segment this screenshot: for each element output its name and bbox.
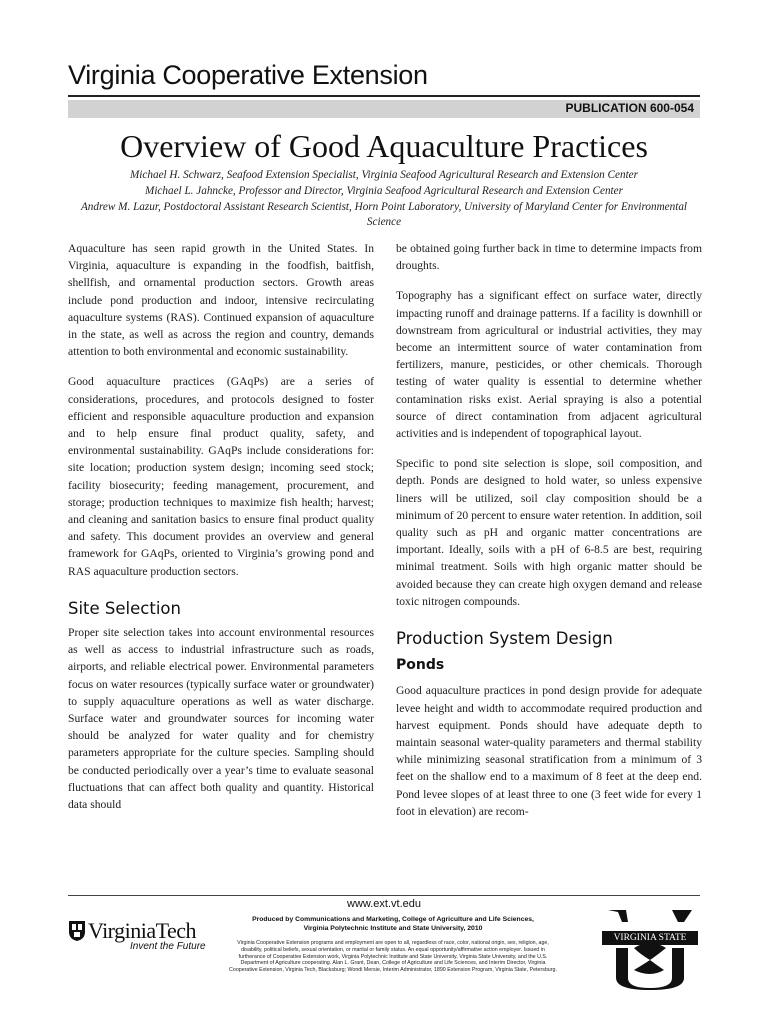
left-column [68, 240, 374, 826]
intro-paragraph: Aquaculture has seen rapid growth in the United States. In Virginia, aquaculture is expanding in the foodfish, baitfish, shellfish, and ornamental production sectors. Growth areas include pond production and indoor, intensive recirculating aquaculture systems (RAS). Continued expansion of aquaculture in the state, as well as across the region and country, demands attention to both environmental and economic sustainability. [68, 242, 374, 359]
vt-tagline: Invent the Future [130, 941, 206, 952]
document-title: Overview of Good Aquaculture Practices [120, 128, 648, 164]
header-rule [68, 95, 700, 97]
virginia-tech-logo [68, 918, 218, 958]
author-line: Andrew M. Lazur, Postdoctoral Assistant Research Scientist, Horn Point Laboratory, University of Maryland Center for Environmental Science [80, 200, 688, 229]
right-column [396, 240, 702, 833]
vt-name: VirginiaTech [88, 918, 197, 943]
droughts-paragraph: be obtained going further back in time to determine impacts from droughts. [396, 242, 702, 273]
produced-by [228, 915, 558, 933]
author-line: Michael L. Jahncke, Professor and Director, Virginia Seafood Agricultural Research and Extension Center [145, 184, 623, 197]
gaqps-paragraph: Good aquaculture practices (GAqPs) are a series of considerations, procedures, and protocols designed to foster efficient and responsible aquaculture production and expansion and to help ensure final product quality, safety, and environmental sustainability. GAqPs include considerations for: site location; production system design; incoming seed stock; facility biosecurity; feeding management, procurement, and storage; production techniques to maximize fish health; harvest; and cleaning and sanitation basics to ensure final product quality and safety. This document provides an overview and general framework for GAqPs, oriented to Virginia’s growing pond and RAS aquaculture production sectors. [68, 375, 374, 578]
header-org-title: Virginia Cooperative Extension [68, 60, 428, 90]
publication-bar [68, 100, 700, 118]
site-selection-paragraph: Proper site selection takes into account environmental resources as well as access to industrial infrastructure such as roads, airports, and reliable electrical power. Environmental parameters focus on water resources (typically surface water or groundwater) to supply aquaculture operations as well as water discharge. Surface water and groundwater sources for incoming water should be analyzed for water quality and for chemistry parameters appropriate for the culture species. Sampling should be conducted periodically over a year’s time to evaluate seasonal fluctuations that can affect both quality and quantity. Historical data should [68, 626, 374, 812]
pond-site-paragraph: Specific to pond site selection is slope, soil composition, and depth. Ponds are designed to hold water, so unless expensive liners will be utilized, soil clay composition should be a minimum of 20 percent to ensure water retention. In addition, soil quality such as pH and organic matter concentrations are important. Ideally, soils with a pH of 6-8.5 are best, requiring minimal treatment. Soils with high organic matter should be avoided because they can create high oxygen demand and release toxic nitrogen compounds. [396, 457, 702, 608]
author-list [68, 168, 700, 231]
production-system-heading: Production System Design [396, 629, 613, 649]
vsu-monogram-icon [598, 908, 702, 990]
topography-paragraph: Topography has a significant effect on surface water, directly impacting runoff and drainage patterns. If a facility is downhill or downstream from agricultural or industrial activities, they may become an intermittent source of water contamination from fertilizers, manure, pesticides, or other chemicals. Thorough testing of water quality is essential to determine whether contamination risks exist. Aerial spraying is also a potential source of direct contamination from adjacent agricultural activities and is independent of topographical layout. [396, 289, 702, 441]
publication-number: PUBLICATION 600-054 [565, 101, 694, 115]
footer-url[interactable]: www.ext.vt.edu [347, 898, 421, 910]
vt-shield-icon [68, 920, 86, 942]
vsu-name: VIRGINIA STATE [602, 931, 698, 945]
ponds-heading: Ponds [396, 657, 445, 674]
produced-line: Produced by Communications and Marketing, College of Agriculture and Life Sciences, [252, 916, 534, 923]
footer-rule [68, 895, 700, 896]
site-selection-heading: Site Selection [68, 598, 181, 618]
ponds-paragraph: Good aquaculture practices in pond design provide for adequate levee height and width to accommodate required production and harvest equipment. Ponds should have adequate depth to maintain seasonal water-quality parameters and thermal stability while minimizing seasonal stratification from a minimum of 3 feet on the shallow end to a maximum of 8 feet at the deep end. Pond levee slopes of at least three to one (3 feet wide for every 1 foot in elevation) are recom- [396, 684, 702, 818]
virginia-state-logo [598, 908, 702, 990]
author-line: Michael H. Schwarz, Seafood Extension Specialist, Virginia Seafood Agricultural Research and Extension Center [129, 169, 639, 181]
disclaimer: Virginia Cooperative Extension programs and employment are open to all, regardless of race, color, national origin, sex, religion, age, disability, political beliefs, sexual orientation, or marital or family status. An equal opportunity/affirmative action employer. Issued in furtherance of Cooperative Extension work, Virginia Polytechnic Institute and State University, Virginia State University, and the U.S. Department of Agriculture cooperating. Alan L. Grant, Dean, College of Agriculture and Life Sciences, and Interim Director, Virginia Cooperative Extension, Virginia Tech, Blacksburg; Wondi Mersie, Interim Administrator, 1890 Extension Program, Virginia State, Petersburg. [229, 940, 557, 974]
produced-line: Virginia Polytechnic Institute and State University, 2010 [303, 925, 483, 932]
